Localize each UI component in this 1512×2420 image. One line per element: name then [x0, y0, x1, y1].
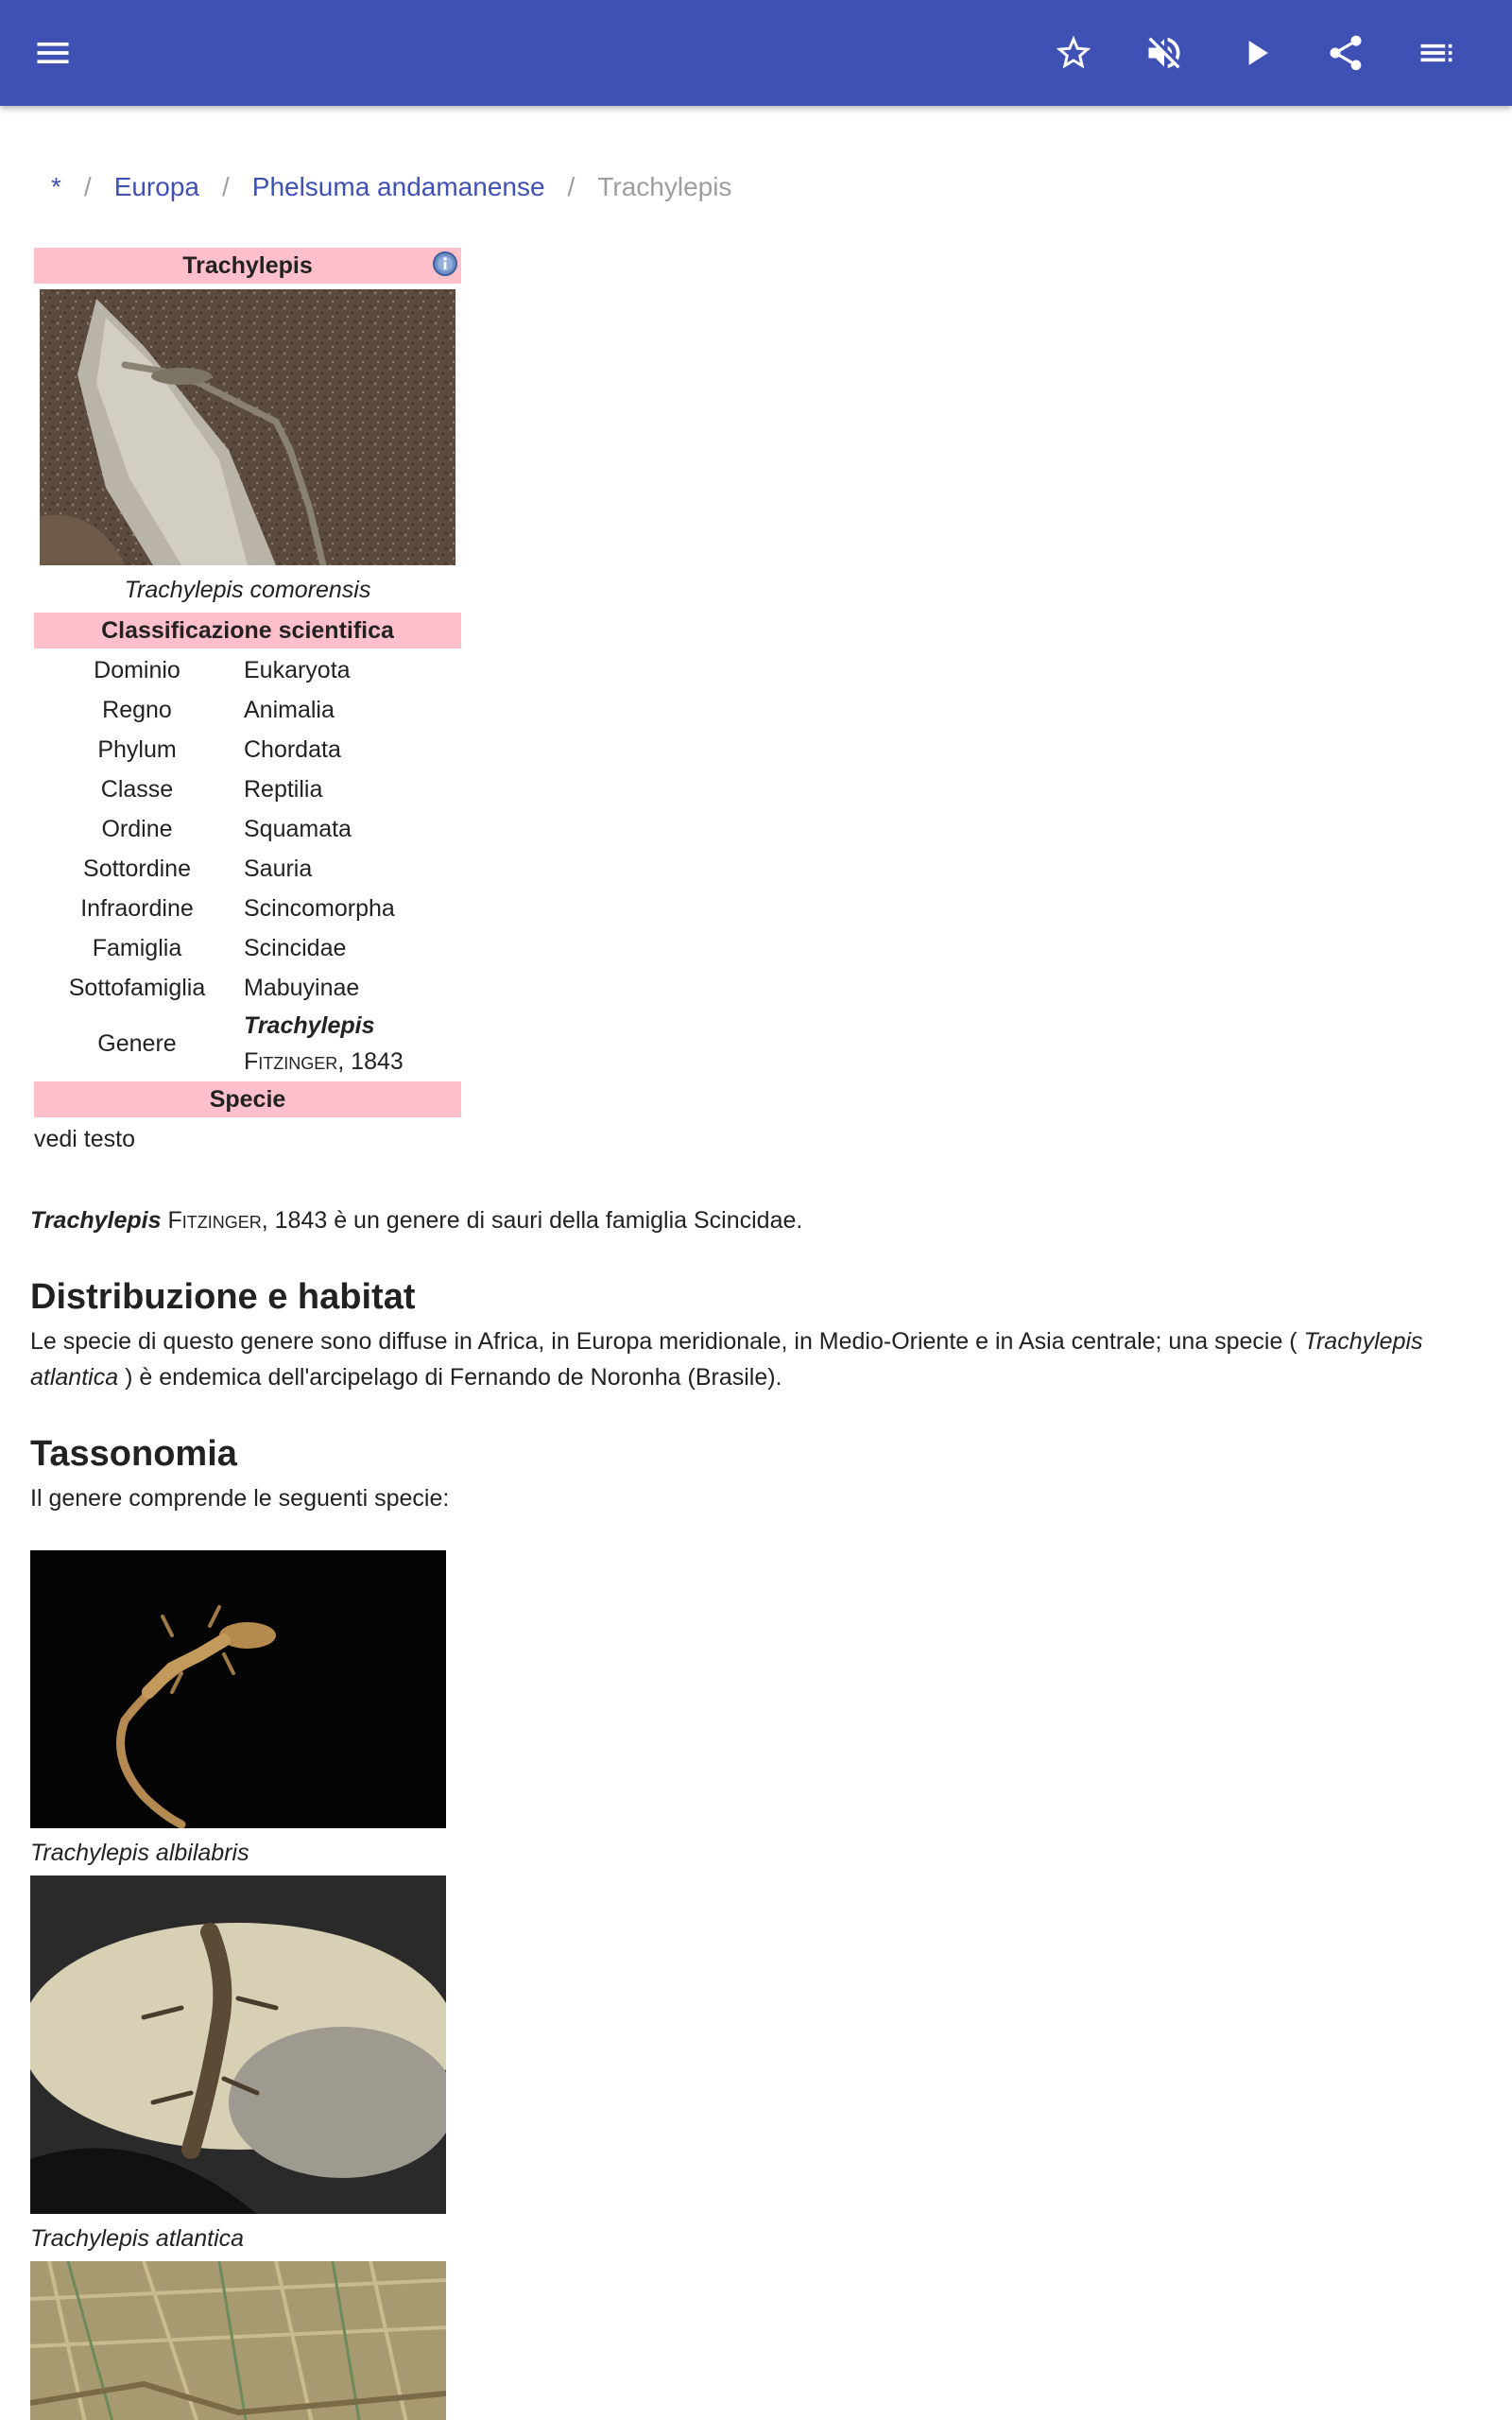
- volume-off-icon: [1143, 32, 1185, 74]
- distribution-text-after: ) è endemica dell'arcipelago di Fernando de Noronha (Brasile).: [118, 1364, 782, 1391]
- table-row: [34, 769, 461, 809]
- mute-button[interactable]: [1138, 26, 1191, 79]
- gallery-image-next[interactable]: [30, 2261, 446, 2420]
- genus-author: Fitzinger: [244, 1048, 338, 1075]
- taxobox: [34, 248, 461, 1159]
- classification-table: [34, 650, 461, 1080]
- breadcrumb-item-home[interactable]: *: [51, 172, 61, 201]
- table-row: [34, 928, 461, 968]
- breadcrumb-separator: /: [221, 172, 230, 201]
- distribution-text-before: Le specie di questo genere sono diffuse in Africa, in Europa meridionale, in Medio-Oriente e in Asia centrale; una specie (: [30, 1328, 1304, 1355]
- intro-paragraph: [30, 1202, 1482, 1238]
- breadcrumb: [51, 168, 731, 206]
- rank-value[interactable]: Eukaryota: [244, 657, 351, 683]
- share-icon: [1325, 32, 1366, 74]
- info-icon[interactable]: [431, 250, 459, 278]
- gallery-caption: Trachylepis atlantica: [30, 2225, 245, 2252]
- genus-name: Trachylepis: [244, 1012, 375, 1039]
- intro-rest: , 1843 è un genere di sauri della famiglia Scincidae.: [261, 1207, 803, 1234]
- breadcrumb-separator: /: [83, 172, 92, 201]
- rank-value[interactable]: Reptilia: [244, 776, 323, 803]
- contents-button[interactable]: [1410, 26, 1463, 79]
- intro-author: Fitzinger: [167, 1207, 262, 1234]
- rank-label: Classe: [100, 776, 174, 803]
- playlist-icon: [1416, 32, 1457, 74]
- rank-value[interactable]: Chordata: [244, 736, 341, 763]
- rank-label: Famiglia: [92, 935, 182, 961]
- menu-button[interactable]: [26, 26, 79, 79]
- table-row: [34, 968, 461, 1008]
- section-heading-distribution: Distribuzione e habitat: [30, 1277, 416, 1317]
- distribution-paragraph: [30, 1323, 1482, 1395]
- rank-value[interactable]: Animalia: [244, 697, 335, 723]
- play-icon: [1235, 32, 1277, 74]
- taxobox-title: [34, 248, 461, 284]
- distribution-species-link[interactable]: Trachylepis atlantica: [30, 1328, 1423, 1391]
- taxobox-title-text: Trachylepis: [182, 252, 313, 279]
- genus-year: , 1843: [337, 1048, 404, 1075]
- rank-label: Infraordine: [80, 895, 194, 922]
- breadcrumb-current: Trachylepis: [597, 172, 732, 201]
- species-text: vedi testo: [34, 1126, 136, 1152]
- rank-label: Ordine: [101, 816, 173, 842]
- breadcrumb-separator: /: [567, 172, 576, 201]
- table-row-genus: [34, 1008, 461, 1080]
- article-content: [0, 106, 1512, 2420]
- table-row: [34, 809, 461, 849]
- section-heading-taxonomy: Tassonomia: [30, 1434, 237, 1474]
- intro-genus-name: Trachylepis: [30, 1207, 162, 1234]
- rank-value[interactable]: Sauria: [244, 856, 313, 882]
- gallery-image-albilabris[interactable]: [30, 1550, 446, 1828]
- rank-value[interactable]: Scincomorpha: [244, 895, 395, 922]
- share-button[interactable]: [1319, 26, 1372, 79]
- taxonomy-intro: Il genere comprende le seguenti specie:: [30, 1485, 450, 1512]
- classification-heading: Classificazione scientifica: [34, 613, 461, 648]
- table-row: [34, 730, 461, 769]
- table-row: [34, 889, 461, 928]
- table-row: [34, 690, 461, 730]
- app-toolbar: [0, 0, 1512, 106]
- breadcrumb-item-europa[interactable]: Europa: [113, 172, 199, 201]
- gallery-image-atlantica[interactable]: [30, 1876, 446, 2214]
- rank-label: Phylum: [97, 736, 177, 763]
- rank-label: Regno: [102, 697, 172, 723]
- play-button[interactable]: [1229, 26, 1282, 79]
- taxobox-caption: Trachylepis comorensis: [124, 577, 371, 603]
- favorite-button[interactable]: [1047, 26, 1100, 79]
- lizard-photo[interactable]: [40, 289, 455, 565]
- species-heading: Specie: [34, 1081, 461, 1117]
- table-row: [34, 650, 461, 690]
- rank-label: Dominio: [94, 657, 180, 683]
- genus-value: [240, 1008, 461, 1080]
- star-outline-icon: [1053, 32, 1094, 74]
- breadcrumb-item-phelsuma[interactable]: Phelsuma andamanense: [251, 172, 545, 201]
- gallery-caption: Trachylepis albilabris: [30, 1840, 249, 1866]
- rank-label: Sottordine: [83, 856, 191, 882]
- rank-value[interactable]: Mabuyinae: [244, 975, 360, 1001]
- rank-value[interactable]: Scincidae: [244, 935, 347, 961]
- menu-icon: [32, 32, 74, 74]
- table-row: [34, 849, 461, 889]
- rank-label: Sottofamiglia: [68, 975, 206, 1001]
- rank-value[interactable]: Squamata: [244, 816, 352, 842]
- rank-label: Genere: [97, 1030, 177, 1057]
